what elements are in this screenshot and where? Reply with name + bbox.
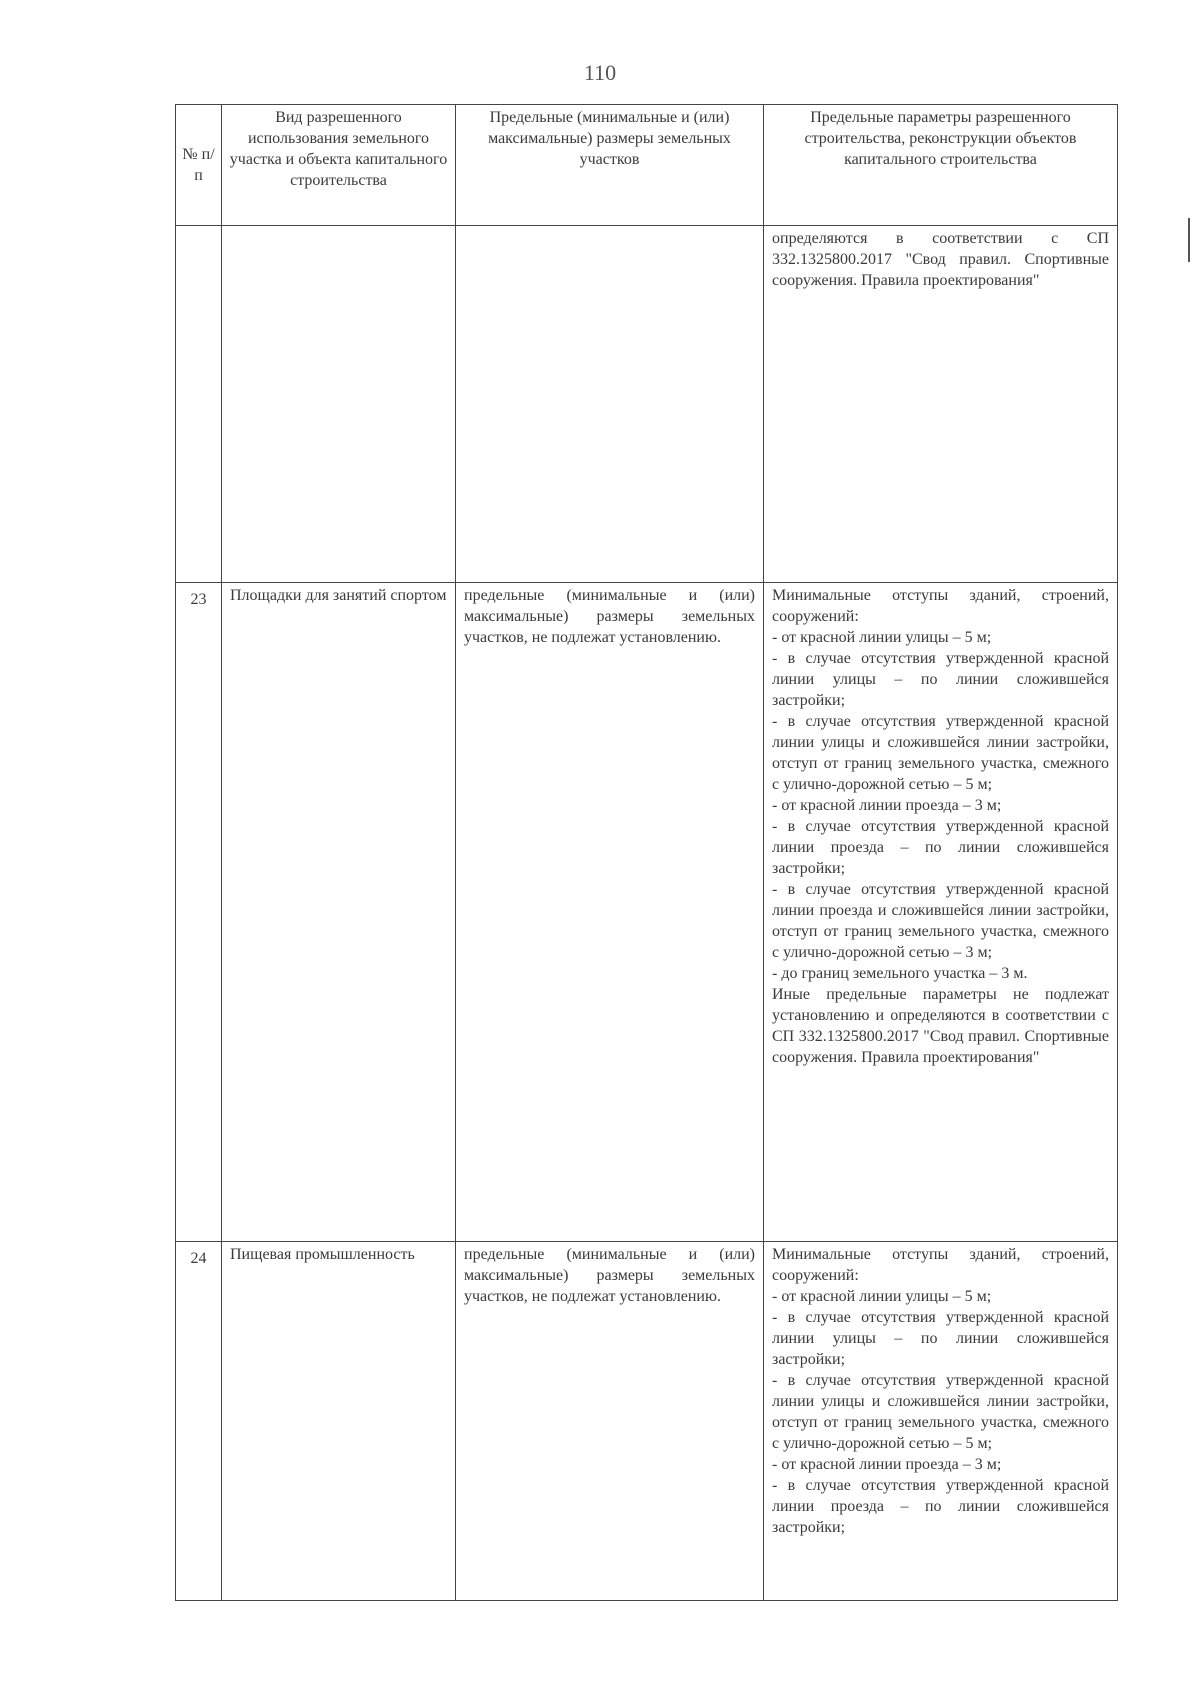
row-number: 23 [176, 583, 222, 1242]
table-header-row [176, 105, 1118, 226]
row-permitted-use: Площадки для занятий спортом [222, 583, 456, 1242]
page-number: 110 [583, 60, 617, 85]
row-construction-params: Минимальные отступы зданий, строений, сооружений: - от красной линии улицы – 5 м; - в случае отсутствия утвержденной красной линии улицы – по линии сложившейся застройки; - в случае отсутствия утвержденной красной линии улицы и сложившейся линии застройки, отступ от границ земельного участка, смежного с улично-дорожной сетью – 5 м; - от красной линии проезда – 3 м; - в случае отсутствия утвержденной красной линии проезда – по линии сложившейся застройки; - в случае отсутствия утвержденной красной линии проезда и сложившейся линии застройки, отступ от границ земельного участка, смежного с улично-дорожной сетью – 3 м; - до границ земельного участка – 3 м. Иные предельные параметры не подлежат установлению и определяются в соответствии с СП 332.1325800.2017 "Свод правил. Спортивные сооружения. Правила проектирования" [764, 583, 1118, 1242]
row-plot-size [456, 226, 764, 583]
table-row-23 [176, 583, 1118, 1242]
table-row-24 [176, 1242, 1118, 1601]
header-plot-size: Предельные (минимальные и (или) максимальные) размеры земельных участков [456, 105, 764, 226]
scan-edge-mark [1188, 218, 1190, 262]
header-permitted-use: Вид разрешенного использования земельного участка и объекта капитального строительства [222, 105, 456, 226]
table-row-continuation [176, 226, 1118, 583]
row-construction-params: Минимальные отступы зданий, строений, сооружений: - от красной линии улицы – 5 м; - в случае отсутствия утвержденной красной линии улицы – по линии сложившейся застройки; - в случае отсутствия утвержденной красной линии улицы и сложившейся линии застройки, отступ от границ земельного участка, смежного с улично-дорожной сетью – 5 м; - от красной линии проезда – 3 м; - в случае отсутствия утвержденной красной линии проезда – по линии сложившейся застройки; [764, 1242, 1118, 1601]
row-permitted-use: Пищевая промышленность [222, 1242, 456, 1601]
row-plot-size: предельные (минимальные и (или) максимальные) размеры земельных участков, не подлежат установлению. [456, 583, 764, 1242]
row-number: 24 [176, 1242, 222, 1601]
land-use-regulations-table [175, 104, 1118, 1601]
header-number: № п/п [176, 105, 222, 226]
row-construction-params: определяются в соответствии с СП 332.1325800.2017 "Свод правил. Спортивные сооружения. Правила проектирования" [764, 226, 1118, 583]
header-construction-params: Предельные параметры разрешенного строительства, реконструкции объектов капитального строительства [764, 105, 1118, 226]
row-permitted-use [222, 226, 456, 583]
row-plot-size: предельные (минимальные и (или) максимальные) размеры земельных участков, не подлежат установлению. [456, 1242, 764, 1601]
row-number [176, 226, 222, 583]
